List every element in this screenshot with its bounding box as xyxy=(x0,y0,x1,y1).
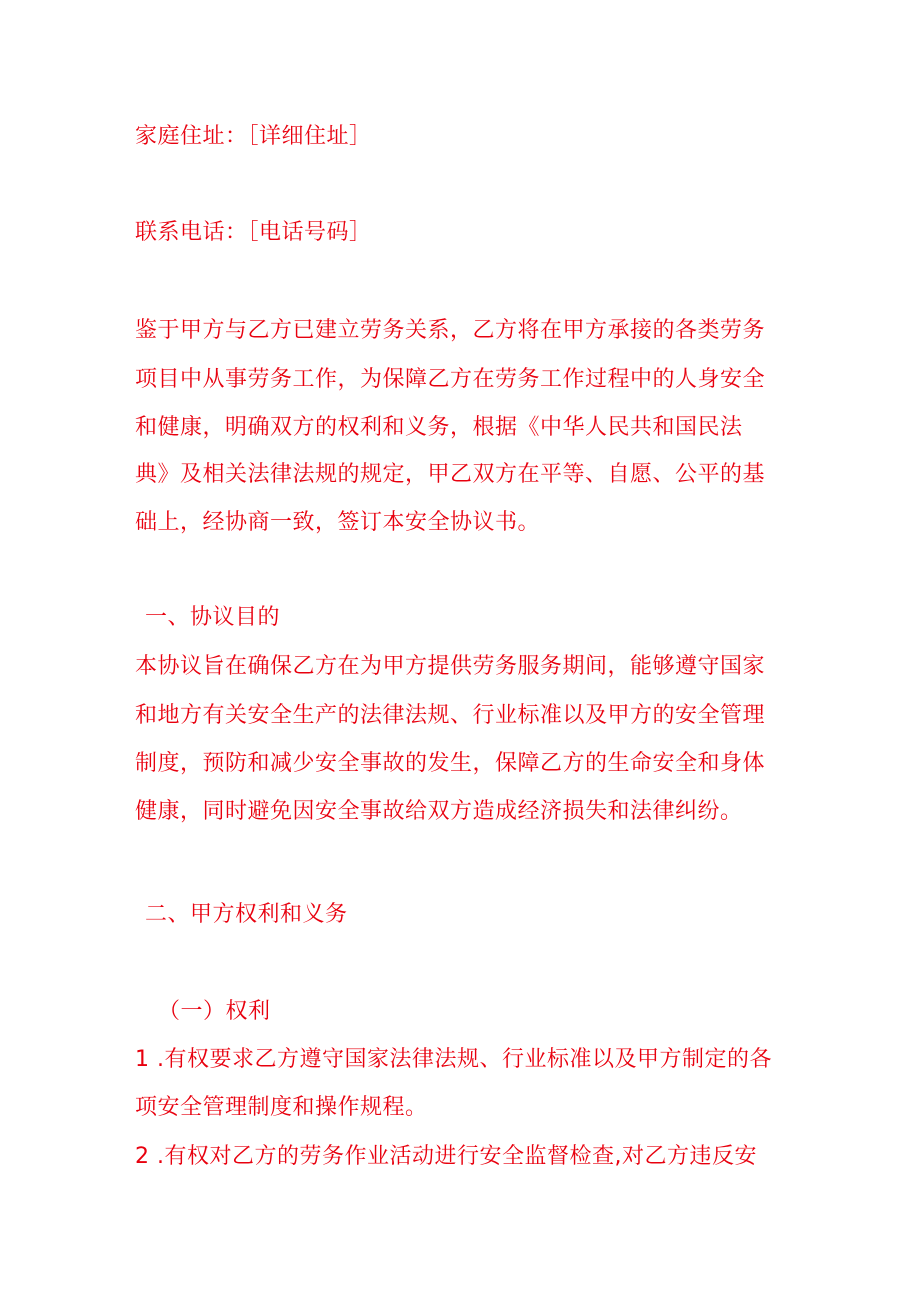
preamble-line: 和健康，明确双方的权利和义务，根据《中华人民共和国民法 xyxy=(135,415,743,440)
phone-field: 联系电话：［电话号码］ xyxy=(135,220,372,245)
preamble-line: 础上，经协商一致，签订本安全协议书。 xyxy=(135,510,541,535)
subsection-heading-rights: （一）权利 xyxy=(158,999,271,1024)
list-item: 1 .有权要求乙方遵守国家法律法规、行业标准以及甲方制定的各 xyxy=(135,1047,772,1072)
section-heading-purpose: 一、协议目的 xyxy=(145,605,281,630)
address-field: 家庭住址：［详细住址］ xyxy=(135,124,372,149)
section-body-line: 健康，同时避免因安全事故给双方造成经济损失和法律纠纷。 xyxy=(135,799,743,824)
section-body-line: 制度，预防和减少安全事故的发生，保障乙方的生命安全和身体 xyxy=(135,751,766,776)
section-heading-party-a: 二、甲方权利和义务 xyxy=(145,902,348,927)
section-body-line: 和地方有关安全生产的法律法规、行业标准以及甲方的安全管理 xyxy=(135,703,766,728)
preamble-line: 典》及相关法律法规的规定，甲乙双方在平等、自愿、公平的基 xyxy=(135,462,766,487)
preamble-line: 项目中从事劳务工作，为保障乙方在劳务工作过程中的人身安全 xyxy=(135,367,766,392)
list-item: 2 .有权对乙方的劳务作业活动进行安全监督检查,对乙方违反安 xyxy=(135,1144,757,1169)
section-body-line: 本协议旨在确保乙方在为甲方提供劳务服务期间，能够遵守国家 xyxy=(135,654,766,679)
list-item: 项安全管理制度和操作规程。 xyxy=(135,1095,428,1120)
preamble-line: 鉴于甲方与乙方已建立劳务关系，乙方将在甲方承接的各类劳务 xyxy=(135,318,766,343)
